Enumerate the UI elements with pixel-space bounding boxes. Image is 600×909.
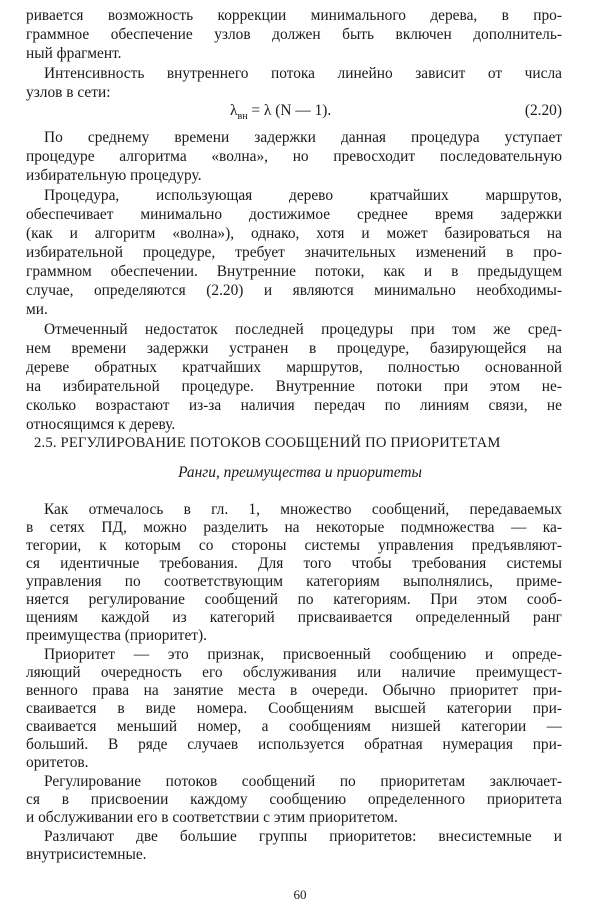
- text-line: сваивается меньший номер, а сообщениям низшей категории —: [26, 718, 562, 735]
- text-line: ся идентичные требования. Для того чтобы требования системы: [26, 555, 562, 572]
- subsection-heading: Ранги, преимущества и приоритеты: [178, 464, 422, 481]
- text-line: случае, определяются (2.20) и являются минимально необходимы-: [26, 282, 562, 299]
- text-line: Регулирование потоков сообщений по приоритетам заключает-: [44, 773, 562, 790]
- text-line: По среднему времени задержки данная процедура уступает: [44, 129, 562, 146]
- text-line: преимущества (приоритет).: [26, 627, 207, 644]
- text-line: Как отмечалось в гл. 1, множество сообщений, передаваемых: [44, 501, 562, 518]
- text-line: избирательной процедуре, требует значительных изменений в про-: [26, 244, 562, 261]
- text-line: няется регулирование сообщений по категориям. При этом сооб-: [26, 591, 562, 608]
- text-line: ся в присвоении каждому сообщению определенного приоритета: [26, 791, 562, 808]
- text-line: нем времени задержки устранен в процедуре, базирующейся на: [26, 340, 562, 357]
- text-line: внутрисистемные.: [26, 846, 147, 863]
- equation-lhs-subscript: вн: [237, 111, 248, 123]
- text-line: обеспечивает минимально достижимое среднее время задержки: [26, 206, 562, 223]
- section-heading: 2.5. РЕГУЛИРОВАНИЕ ПОТОКОВ СООБЩЕНИЙ ПО ПРИОРИТЕТАМ: [34, 435, 501, 451]
- text-line: Приоритет — это признак, присвоенный сообщению и опреде-: [44, 646, 562, 663]
- text-line: сколько возрастают из-за наличия передач по линиям связи, не: [26, 397, 562, 414]
- text-line: ный фрагмент.: [26, 45, 122, 62]
- text-line: ривается возможность коррекции минимального дерева, в про-: [26, 7, 562, 24]
- text-line: в сетях ПД, можно разделить на некоторые подмножества — ка-: [26, 519, 562, 536]
- text-line: щениям каждой из категорий присваивается определенный ранг: [26, 609, 562, 626]
- text-line: Отмеченный недостаток последней процедуры при том же сред-: [44, 321, 562, 338]
- text-line: граммное обеспечение узлов должен быть включен дополнитель-: [26, 26, 562, 43]
- equation-lhs: λ: [230, 102, 238, 119]
- text-line: узлов в сети:: [26, 84, 111, 101]
- text-line: оритетов.: [26, 754, 89, 771]
- equation-formula: [230, 100, 331, 122]
- text-line: и обслуживании его в соответствии с этим приоритетом.: [26, 809, 398, 826]
- equation-number: (2.20): [524, 102, 562, 119]
- text-line: (как и алгоритм «волна»), однако, хотя и может базироваться на: [26, 225, 562, 242]
- text-line: процедуре алгоритма «волна», но превосходит последовательную: [26, 148, 562, 165]
- text-line: относящимся к дереву.: [26, 416, 176, 433]
- equation-rhs: = λ (N — 1).: [251, 102, 332, 119]
- text-line: венного права на занятие места в очереди. Обычно приоритет при-: [26, 682, 562, 699]
- text-line: избирательную процедуру.: [26, 167, 202, 184]
- text-line: тегории, к которым со стороны системы управления предъявляют-: [26, 537, 562, 554]
- page-number: 60: [293, 887, 307, 902]
- text-line: управления по соответствующим категориям выполнялись, приме-: [26, 573, 562, 590]
- text-line: ми.: [26, 301, 48, 318]
- text-line: дереве обратных кратчайших маршрутов, полностью основанной: [26, 359, 562, 376]
- text-line: Интенсивность внутреннего потока линейно зависит от числа: [44, 65, 562, 82]
- text-line: граммном обеспечении. Внутренние потоки, как и в предыдущем: [26, 263, 562, 280]
- text-line: Различают две большие группы приоритетов: внесистемные и: [44, 828, 562, 845]
- text-line: сваивается в виде номера. Сообщениям высшей категории при-: [26, 700, 562, 717]
- text-line: на избирательной процедуре. Внутренние потоки при этом не-: [26, 378, 562, 395]
- text-line: больший. В ряде случаев используется обратная нумерация при-: [26, 736, 562, 753]
- text-line: Процедура, использующая дерево кратчайших маршрутов,: [44, 187, 562, 204]
- text-line: ляющий очередность его обслуживания или наличие преимущест-: [26, 664, 562, 681]
